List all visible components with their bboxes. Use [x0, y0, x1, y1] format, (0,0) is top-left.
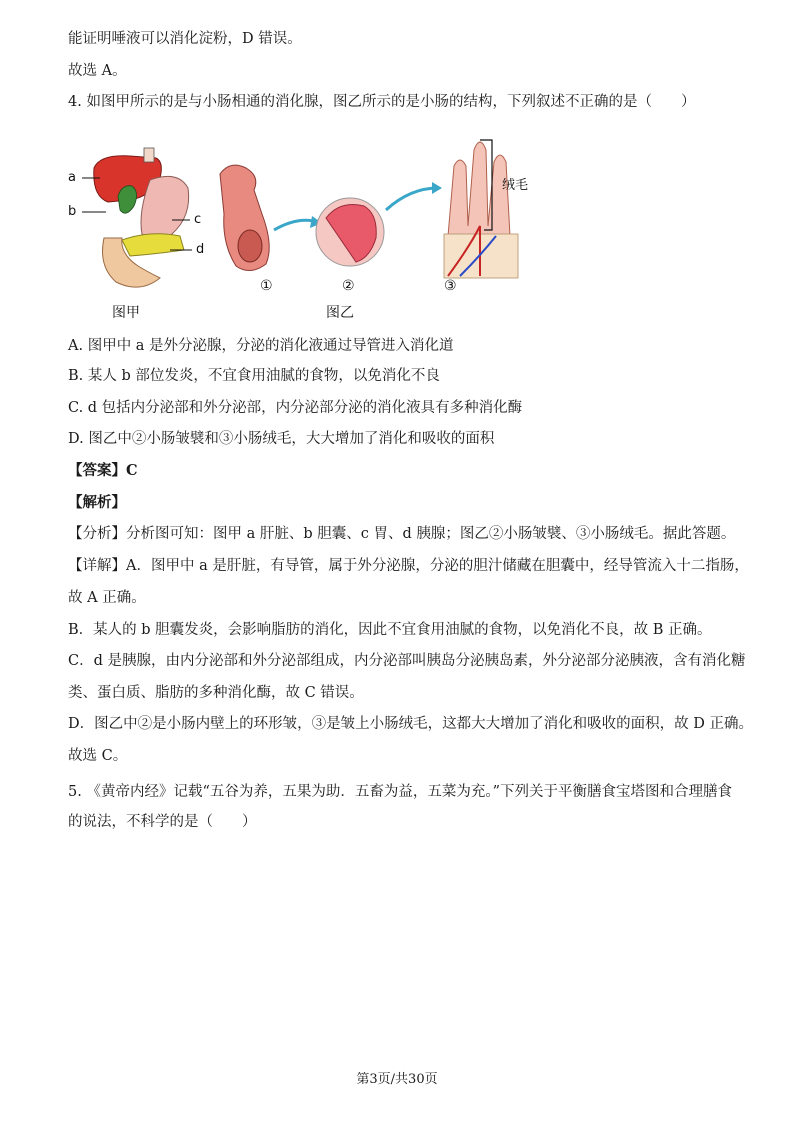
option-b: B. 某人 b 部位发炎，不宜食用油腻的食物，以免消化不良 [68, 368, 440, 384]
detail-c: C．d 是胰腺，由内分泌部和外分泌部组成，内分泌部叫胰岛分泌胰岛素，外分泌部分泌胰液，含有消化糖 [68, 653, 746, 669]
option-c: C. d 包括内分泌部和外分泌部，内分泌部分泌的消化液具有多种消化酶 [68, 400, 523, 416]
question-5: 5. 《黄帝内经》记载“五谷为养，五果为助．五畜为益，五菜为充。”下列关于平衡膳食宝塔图和合理膳食 [68, 784, 733, 800]
detail-b: B．某人的 b 胆囊发炎，会影响脂肪的消化，因此不宜食用油腻的食物，以免消化不良，故 B 正确。 [68, 622, 712, 638]
answer-line: 【答案】C [68, 462, 138, 479]
part-number-3: ③ [444, 278, 457, 294]
digestive-figure [60, 126, 580, 326]
analysis-summary: 【分析】分析图可知：图甲 a 肝脏、b 胆囊、c 胃、d 胰腺；图乙②小肠皱襞、③小肠绒毛。据此答题。 [68, 526, 736, 542]
line-2: 故选 A。 [68, 63, 127, 79]
label-c: c [194, 212, 202, 227]
option-d: D. 图乙中②小肠皱襞和③小肠绒毛，大大增加了消化和吸收的面积 [68, 431, 495, 447]
detail-a-cont: 故 A 正确。 [68, 590, 146, 606]
caption-figure-yi: 图乙 [326, 305, 354, 321]
analysis-heading: 【解析】 [68, 494, 126, 511]
caption-figure-jia: 图甲 [112, 305, 140, 321]
label-d: d [196, 242, 205, 257]
label-b: b [68, 204, 77, 219]
label-a: a [68, 170, 76, 185]
part-number-2: ② [342, 278, 355, 294]
page-footer: 第3页/共30页 [356, 1072, 438, 1087]
question-4: 4. 如图甲所示的是与小肠相通的消化腺，图乙所示的是小肠的结构，下列叙述不正确的是（ ） [68, 94, 696, 110]
label-villi: 绒毛 [502, 178, 529, 193]
detail-a: 【详解】A．图甲中 a 是肝脏，有导管，属于外分泌腺，分泌的胆汁储藏在胆囊中，经导管流入十二指肠， [68, 558, 749, 574]
detail-d: D．图乙中②是小肠内壁上的环形皱，③是皱上小肠绒毛，这都大大增加了消化和吸收的面积，故 D 正确。 [68, 716, 753, 732]
option-a: A. 图甲中 a 是外分泌腺，分泌的消化液通过导管进入消化道 [68, 338, 454, 354]
question-5-cont: 的说法，不科学的是（ ） [68, 814, 257, 830]
digestive-illustration [60, 126, 580, 326]
detail-c-cont: 类、蛋白质、脂肪的多种消化酶，故 C 错误。 [68, 685, 364, 701]
choice-line: 故选 C。 [68, 748, 128, 764]
line-1: 能证明唾液可以消化淀粉，D 错误。 [68, 31, 302, 47]
part-number-1: ① [260, 278, 273, 294]
